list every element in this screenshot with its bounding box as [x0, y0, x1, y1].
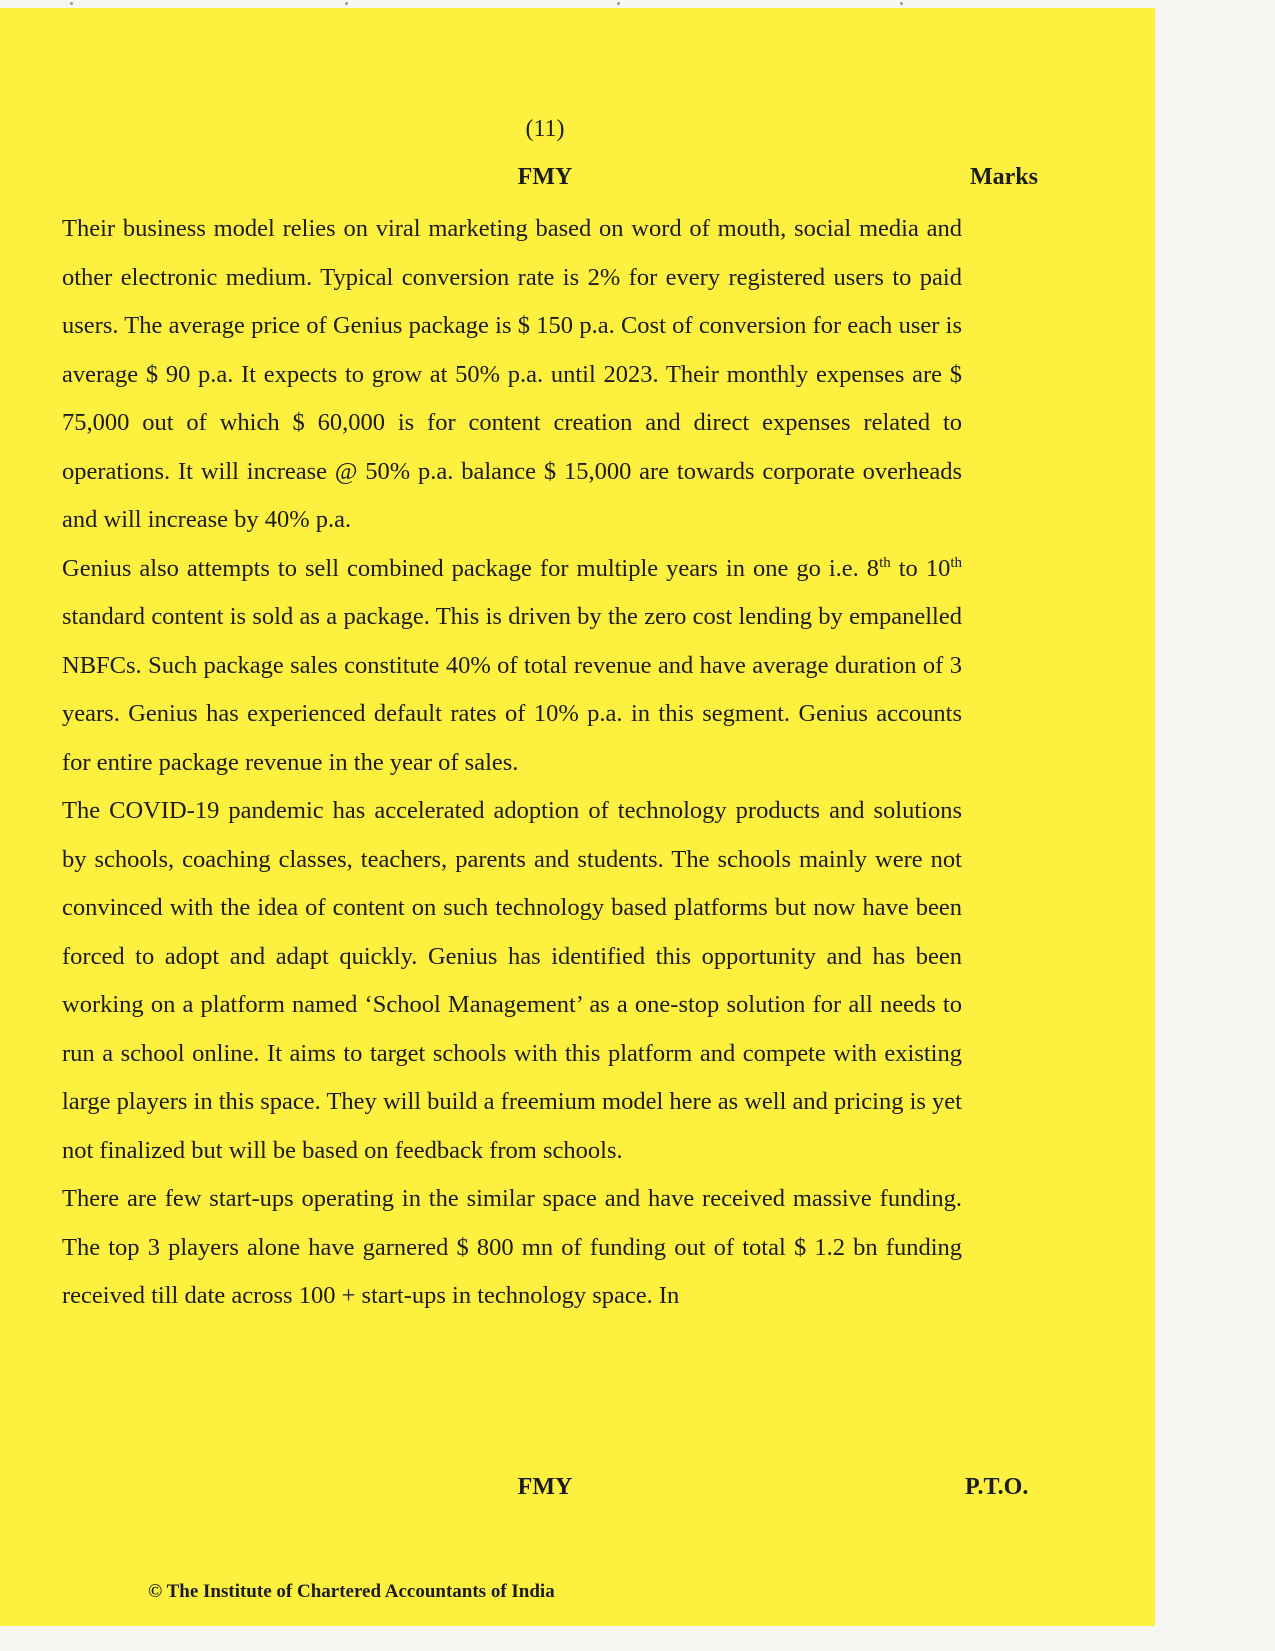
copyright-notice: © The Institute of Chartered Accountants of India — [148, 1581, 555, 1602]
paragraph-covid: The COVID-19 pandemic has accelerated adoption of technology products and solutions by schools, coaching classes, teachers, parents and students. The schools mainly were not convinced with the idea of content on such technology based platforms but now have been forced to adopt and adapt quickly. Genius has identified this opportunity and has been working on a platform named ‘School Management’ as a one-stop solution for all needs to run a school online. It aims to target schools with this platform and compete with existing large players in this space. They will build a freemium model here as well and pricing is yet not finalized but will be based on feedback from schools. — [62, 797, 962, 1164]
scan-artifact — [900, 2, 903, 5]
footer-paper-code: FMY — [517, 1474, 573, 1500]
marks-column-label: Marks — [970, 164, 1038, 190]
body-text — [62, 205, 962, 1321]
exam-page — [0, 8, 1155, 1626]
superscript-th: th — [950, 554, 962, 571]
please-turn-over: P.T.O. — [965, 1474, 1029, 1500]
paragraph-package-sales-part1: Genius also attempts to sell combined package for multiple years in one go i.e. 8 — [62, 554, 880, 582]
paragraph-package-sales-part2: to 10 — [890, 554, 951, 582]
paragraph-startups: There are few start-ups operating in the similar space and have received massive funding. The top 3 players alone have garnered $ 800 mn of funding out of total $ 1.2 bn funding received till date across 100 + start-ups in technology space. In — [62, 1185, 962, 1309]
paragraph-package-sales-part3: standard content is sold as a package. This is driven by the zero cost lending by empanelled NBFCs. Such package sales constitute 40% of total revenue and have average duration of 3 years. Genius has experienced default rates of 10% p.a. in this segment. Genius accounts for entire package revenue in the year of sales. — [62, 603, 962, 776]
scan-artifact — [70, 2, 73, 5]
header-paper-code: FMY — [517, 164, 573, 190]
page-number: (11) — [525, 116, 565, 142]
paragraph-business-model: Their business model relies on viral marketing based on word of mouth, social media and other electronic medium. Typical conversion rate is 2% for every registered users to paid users. The average price of Genius package is $ 150 p.a. Cost of conversion for each user is average $ 90 p.a. It expects to grow at 50% p.a. until 2023. Their monthly expenses are $ 75,000 out of which $ 60,000 is for content creation and direct expenses related to operations. It will increase @ 50% p.a. balance $ 15,000 are towards corporate overheads and will increase by 40% p.a. — [62, 215, 962, 533]
superscript-th: th — [879, 554, 891, 571]
scan-artifact — [617, 2, 620, 5]
scan-artifact — [345, 2, 348, 5]
paragraph-package-sales — [62, 545, 962, 788]
